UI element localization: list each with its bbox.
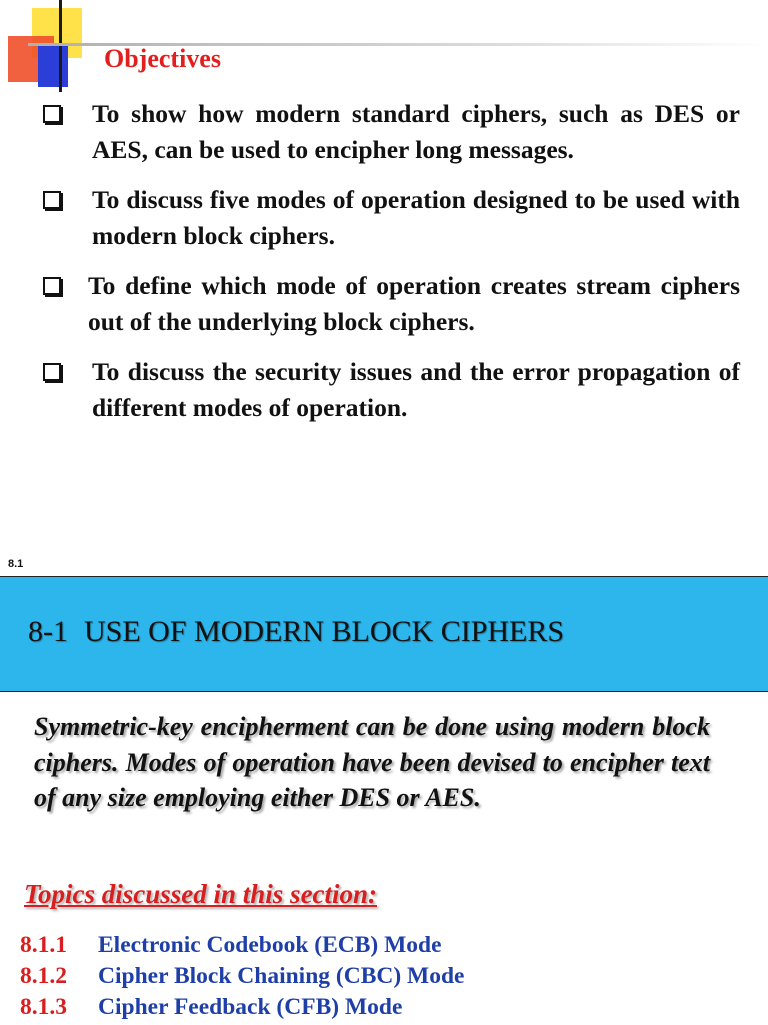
section-number: 8-1 <box>28 615 68 648</box>
section-title-text: USE OF MODERN BLOCK CIPHERS <box>84 615 565 648</box>
topics-heading: Topics discussed in this section: <box>24 879 378 909</box>
section-intro-text: Symmetric-key encipherment can be done using modern block ciphers. Modes of operation have been devised to encipher text of any size employing either DES or AES. <box>34 712 710 812</box>
objective-text: To discuss the security issues and the error propagation of different modes of operation. <box>92 357 740 422</box>
decorative-vertical-line <box>59 0 62 92</box>
objectives-list <box>40 96 740 440</box>
checkbox-bullet-icon <box>43 363 61 381</box>
objective-item <box>40 354 740 426</box>
section-title <box>28 615 564 649</box>
topics-list <box>20 932 464 1025</box>
checkbox-bullet-icon <box>43 191 61 209</box>
topic-label: Electronic Codebook (ECB) Mode <box>98 932 442 958</box>
topic-label: Cipher Block Chaining (CBC) Mode <box>98 963 465 989</box>
checkbox-bullet-icon <box>43 277 61 295</box>
page-number: 8.1 <box>8 558 24 570</box>
topic-number: 8.1.2 <box>20 963 67 989</box>
objectives-heading: Objectives <box>104 44 221 73</box>
objective-item <box>40 182 740 254</box>
section-banner <box>0 576 768 692</box>
topic-number: 8.1.1 <box>20 932 67 958</box>
topic-number: 8.1.3 <box>20 994 67 1020</box>
objective-text: To discuss five modes of operation designed to be used with modern block ciphers. <box>92 185 740 250</box>
objective-item <box>40 96 740 168</box>
objective-item <box>40 268 740 340</box>
checkbox-bullet-icon <box>43 105 61 123</box>
slide-section-8-1 <box>0 575 768 1024</box>
topic-item <box>20 994 464 1025</box>
topic-item <box>20 932 464 963</box>
objective-text: To define which mode of operation creates stream ciphers out of the underlying block ciphers. <box>88 271 740 336</box>
topic-label: Cipher Feedback (CFB) Mode <box>98 994 403 1020</box>
decorative-blue-square <box>38 45 68 87</box>
topic-item <box>20 963 464 994</box>
objective-text: To show how modern standard ciphers, such as DES or AES, can be used to encipher long messages. <box>92 99 740 164</box>
